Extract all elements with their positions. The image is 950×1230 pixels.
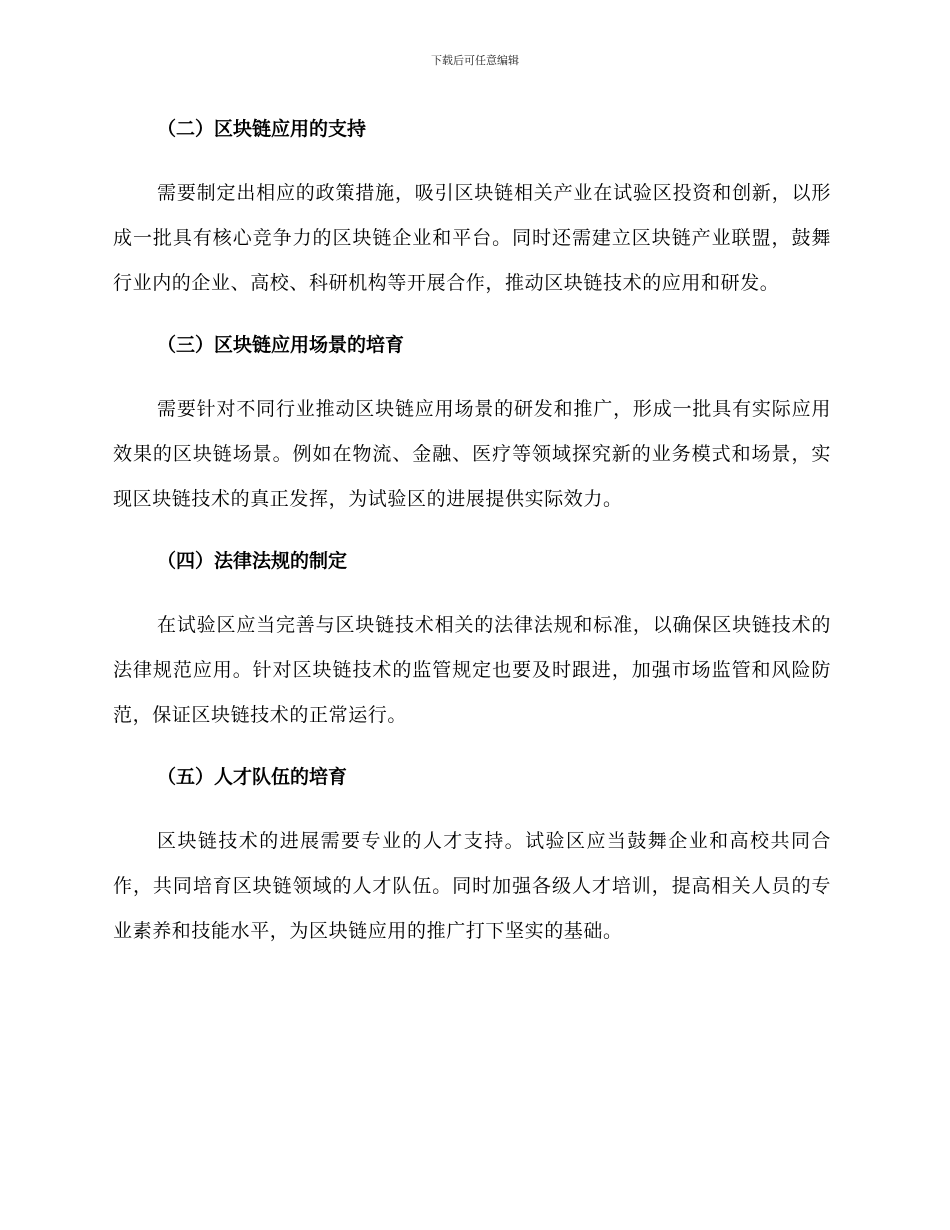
- section-5: [113, 762, 831, 954]
- page-header: 下载后可任意编辑: [431, 54, 519, 67]
- section-paragraph: 在试验区应当完善与区块链技术相关的法律法规和标准，以确保区块链技术的法律规范应用。针对区块链技术的监管规定也要及时跟进，加强市场监管和风险防范，保证区块链技术的正常运行。: [113, 614, 831, 726]
- section-2: [113, 114, 831, 330]
- section-heading: （二）区块链应用的支持: [157, 118, 367, 140]
- section-3: [113, 330, 831, 546]
- section-heading: （三）区块链应用场景的培育: [157, 334, 405, 356]
- section-4: [113, 546, 831, 762]
- section-paragraph: 需要制定出相应的政策措施，吸引区块链相关产业在试验区投资和创新，以形成一批具有核心竞争力的区块链企业和平台。同时还需建立区块链产业联盟，鼓舞行业内的企业、高校、科研机构等开展合作，推动区块链技术的应用和研发。: [113, 182, 831, 294]
- section-heading: （五）人才队伍的培育: [157, 766, 348, 788]
- section-paragraph: 区块链技术的进展需要专业的人才支持。试验区应当鼓舞企业和高校共同合作，共同培育区块链领域的人才队伍。同时加强各级人才培训，提高相关人员的专业素养和技能水平，为区块链应用的推广打下坚实的基础。: [113, 830, 831, 942]
- section-heading: （四）法律法规的制定: [157, 550, 348, 572]
- document-body: [113, 114, 831, 954]
- section-paragraph: 需要针对不同行业推动区块链应用场景的研发和推广，形成一批具有实际应用效果的区块链场景。例如在物流、金融、医疗等领域探究新的业务模式和场景，实现区块链技术的真正发挥，为试验区的进展提供实际效力。: [113, 398, 831, 510]
